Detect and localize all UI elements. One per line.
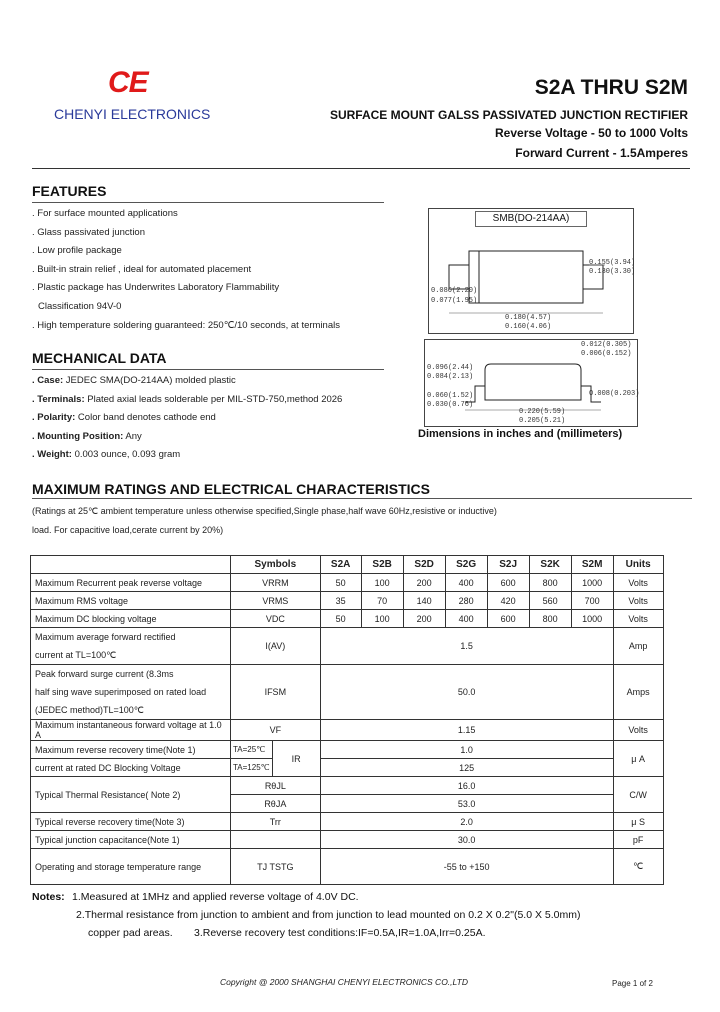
reverse-voltage-spec: Reverse Voltage - 50 to 1000 Volts [495, 126, 688, 140]
table-row: Maximum reverse recovery time(Note 1) TA=25℃ IR 1.0 μ A [31, 741, 664, 759]
mechanical-item: . Terminals: Plated axial leads solderable per MIL-STD-750,method 2026 [32, 393, 343, 405]
features-underline [32, 202, 384, 203]
forward-current-spec: Forward Current - 1.5Amperes [515, 146, 688, 160]
table-row: Maximum Recurrent peak reverse voltage VRRM 50 100 200 400 600 800 1000 Volts [31, 574, 664, 592]
table-row: Peak forward surge current (8.3ms half sing wave superimposed on rated load (JEDEC method)TL=100℃ IFSM 50.0 Amps [31, 665, 664, 720]
company-logo: CE [108, 66, 148, 99]
mechanical-item: . Polarity: Color band denotes cathode end [32, 412, 216, 424]
feature-item: . High temperature soldering guaranteed: 250℃/10 seconds, at terminals [32, 319, 340, 331]
ratings-underline [32, 498, 692, 499]
header-divider [32, 168, 690, 169]
table-row: Typical Thermal Resistance( Note 2) RθJL 16.0 C/W [31, 777, 664, 795]
table-row: Operating and storage temperature range TJ TSTG -55 to +150 ℃ [31, 849, 664, 885]
mechanical-item: . Case: JEDEC SMA(DO-214AA) molded plastic [32, 375, 236, 386]
company-name: CHENYI ELECTRONICS [54, 106, 211, 122]
mechanical-title: MECHANICAL DATA [32, 350, 167, 366]
table-row: Maximum instantaneous forward voltage at 1.0 A VF 1.15 Volts [31, 720, 664, 741]
copyright: Copyright @ 2000 SHANGHAI CHENYI ELECTRONICS CO.,LTD [220, 977, 468, 987]
note-1: 1.Measured at 1MHz and applied reverse voltage of 4.0V DC. [72, 891, 359, 903]
table-header-row: Symbols S2A S2B S2D S2G S2J S2K S2M Units [31, 556, 664, 574]
table-row: Typical junction capacitance(Note 1) 30.0 pF [31, 831, 664, 849]
feature-item: . Built-in strain relief , ideal for automated placement [32, 263, 252, 275]
page-number: Page 1 of 2 [612, 979, 653, 988]
package-side-view: 0.012(0.305) 0.006(0.152) 0.096(2.44) 0.084(2.13) 0.060(1.52) 0.030(0.76) 0.008(0.203) 0.220(5.59) 0.205(5.21) [424, 339, 638, 427]
table-row: RθJA 53.0 [31, 795, 664, 813]
feature-item: . Low profile package [32, 245, 122, 257]
feature-item: . Glass passivated junction [32, 226, 146, 238]
feature-item: . Plastic package has Underwrites Laboratory Flammability [32, 282, 280, 294]
characteristics-table [30, 555, 664, 885]
package-top-view: SMB(DO-214AA) 0.155(3.94) 0.130(3.30) 0.086(2.20) 0.077(1.95) 0.180(4.57) 0.160(4.06) [428, 208, 634, 334]
notes-label: Notes: [32, 891, 65, 903]
note-2-continued: copper pad areas. [88, 927, 173, 939]
features-list [32, 205, 340, 335]
ratings-title: MAXIMUM RATINGS AND ELECTRICAL CHARACTERISTICS [32, 481, 430, 497]
part-title: S2A THRU S2M [534, 76, 688, 99]
package-name: SMB(DO-214AA) [475, 211, 587, 227]
table-row: Typical reverse recovery time(Note 3) Trr 2.0 μ S [31, 813, 664, 831]
mechanical-underline [32, 369, 384, 370]
table-row: current at rated DC Blocking Voltage TA=125℃ 125 [31, 759, 664, 777]
feature-item: . For surface mounted applications [32, 208, 178, 219]
table-row: Maximum DC blocking voltage VDC 50 100 200 400 600 800 1000 Volts [31, 610, 664, 628]
mechanical-list [32, 372, 342, 465]
features-title: FEATURES [32, 183, 107, 199]
dimensions-caption: Dimensions in inches and (millimeters) [418, 428, 623, 440]
ratings-note: (Ratings at 25℃ ambient temperature unless otherwise specified,Single phase,half wave 60Hz,resistive or inductive) load. For capacitive load,cerate current by 20%) [32, 506, 497, 535]
note-2: 2.Thermal resistance from junction to ambient and from junction to lead mounted on 0.2 X 0.2"(5.0 X 5.0mm) [76, 909, 581, 921]
table-row: Maximum average forward rectified current at TL=100℃ I(AV) 1.5 Amp [31, 628, 664, 665]
product-subtitle: SURFACE MOUNT GALSS PASSIVATED JUNCTION RECTIFIER [329, 108, 688, 122]
mechanical-item: . Mounting Position: Any [32, 430, 142, 442]
note-3: 3.Reverse recovery test conditions:IF=0.5A,IR=1.0A,Irr=0.25A. [194, 927, 486, 939]
mechanical-item: . Weight: 0.003 ounce, 0.093 gram [32, 449, 181, 461]
feature-item: Classification 94V-0 [38, 300, 122, 312]
table-row: Maximum RMS voltage VRMS 35 70 140 280 420 560 700 Volts [31, 592, 664, 610]
